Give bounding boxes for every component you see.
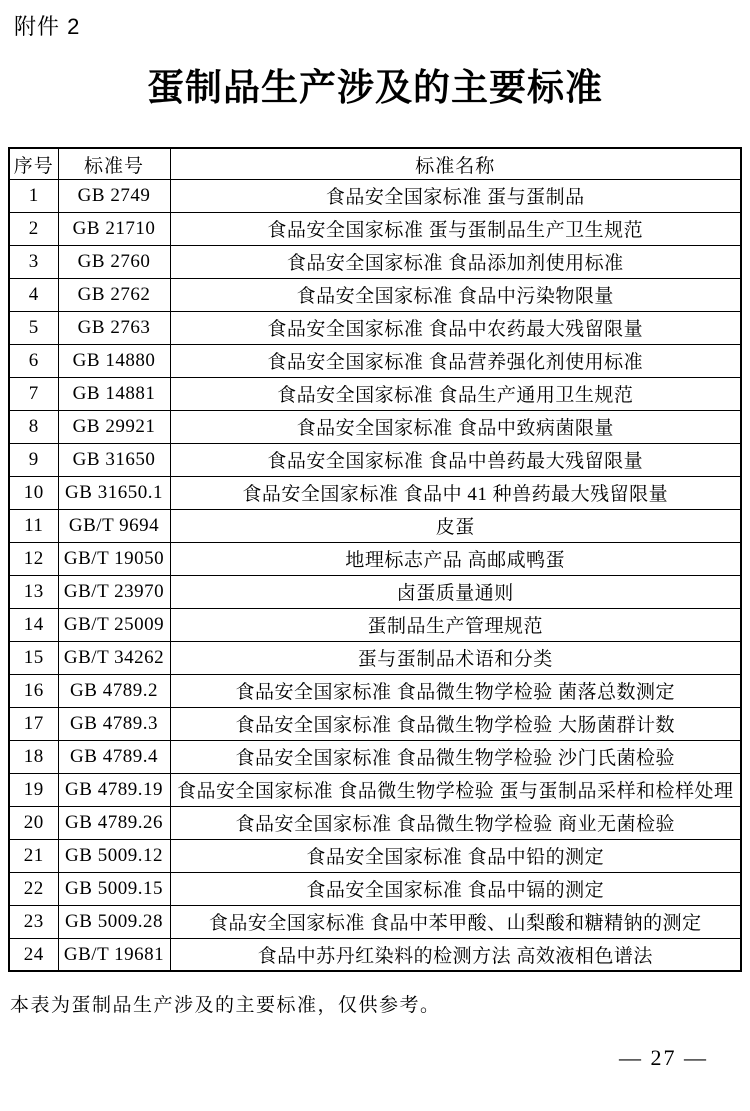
header-standard-name: 标准名称 xyxy=(170,148,741,179)
standard-name: 食品安全国家标准 食品中兽药最大残留限量 xyxy=(170,443,741,476)
page-title: 蛋制品生产涉及的主要标准 xyxy=(147,68,603,109)
standard-code: GB 4789.26 xyxy=(58,806,170,839)
standard-name: 食品安全国家标准 食品中农药最大残留限量 xyxy=(170,311,741,344)
standard-name: 食品安全国家标准 食品中苯甲酸、山梨酸和糖精钠的测定 xyxy=(170,905,741,938)
standard-code: GB/T 19681 xyxy=(58,938,170,971)
row-serial-number: 21 xyxy=(9,839,58,872)
table-row xyxy=(9,212,741,245)
standard-name: 食品安全国家标准 食品微生物学检验 菌落总数测定 xyxy=(170,674,741,707)
standard-code: GB 5009.28 xyxy=(58,905,170,938)
standard-code: GB 29921 xyxy=(58,410,170,443)
table-row xyxy=(9,575,741,608)
standard-name: 食品安全国家标准 食品微生物学检验 蛋与蛋制品采样和检样处理 xyxy=(170,773,741,806)
row-serial-number: 2 xyxy=(9,212,58,245)
standard-code: GB 31650.1 xyxy=(58,476,170,509)
standard-name: 皮蛋 xyxy=(170,509,741,542)
standard-name: 食品安全国家标准 食品添加剂使用标准 xyxy=(170,245,741,278)
table-row xyxy=(9,905,741,938)
standard-code: GB 4789.4 xyxy=(58,740,170,773)
standard-name: 食品安全国家标准 食品中镉的测定 xyxy=(170,872,741,905)
row-serial-number: 13 xyxy=(9,575,58,608)
standard-code: GB 14880 xyxy=(58,344,170,377)
table-row xyxy=(9,509,741,542)
table-row xyxy=(9,872,741,905)
row-serial-number: 15 xyxy=(9,641,58,674)
standard-name: 卤蛋质量通则 xyxy=(170,575,741,608)
footnote: 本表为蛋制品生产涉及的主要标准，仅供参考。 xyxy=(10,995,441,1017)
document-page xyxy=(0,10,750,1071)
row-serial-number: 24 xyxy=(9,938,58,971)
standard-name: 食品安全国家标准 食品微生物学检验 商业无菌检验 xyxy=(170,806,741,839)
row-serial-number: 6 xyxy=(9,344,58,377)
standard-name: 食品安全国家标准 食品营养强化剂使用标准 xyxy=(170,344,741,377)
standard-name: 食品安全国家标准 食品中致病菌限量 xyxy=(170,410,741,443)
table-row xyxy=(9,245,741,278)
standard-code: GB 2763 xyxy=(58,311,170,344)
row-serial-number: 7 xyxy=(9,377,58,410)
row-serial-number: 10 xyxy=(9,476,58,509)
standard-code: GB 2760 xyxy=(58,245,170,278)
row-serial-number: 20 xyxy=(9,806,58,839)
row-serial-number: 17 xyxy=(9,707,58,740)
table-row xyxy=(9,707,741,740)
standard-code: GB/T 19050 xyxy=(58,542,170,575)
standard-code: GB/T 23970 xyxy=(58,575,170,608)
table-row xyxy=(9,740,741,773)
row-serial-number: 3 xyxy=(9,245,58,278)
standard-name: 食品安全国家标准 食品中铅的测定 xyxy=(170,839,741,872)
standard-code: GB 4789.19 xyxy=(58,773,170,806)
standard-code: GB 21710 xyxy=(58,212,170,245)
standard-code: GB 14881 xyxy=(58,377,170,410)
standard-name: 食品安全国家标准 食品微生物学检验 大肠菌群计数 xyxy=(170,707,741,740)
row-serial-number: 1 xyxy=(9,179,58,212)
standard-code: GB 5009.15 xyxy=(58,872,170,905)
standard-name: 食品安全国家标准 食品中污染物限量 xyxy=(170,278,741,311)
standard-name: 蛋与蛋制品术语和分类 xyxy=(170,641,741,674)
table-row xyxy=(9,938,741,971)
standard-name: 蛋制品生产管理规范 xyxy=(170,608,741,641)
row-serial-number: 22 xyxy=(9,872,58,905)
row-serial-number: 19 xyxy=(9,773,58,806)
table-row xyxy=(9,542,741,575)
standard-name: 食品安全国家标准 蛋与蛋制品 xyxy=(170,179,741,212)
row-serial-number: 11 xyxy=(9,509,58,542)
standards-table xyxy=(8,147,742,972)
standard-code: GB 31650 xyxy=(58,443,170,476)
row-serial-number: 18 xyxy=(9,740,58,773)
table-row xyxy=(9,179,741,212)
table-row xyxy=(9,806,741,839)
standard-code: GB/T 9694 xyxy=(58,509,170,542)
row-serial-number: 12 xyxy=(9,542,58,575)
standard-name: 食品中苏丹红染料的检测方法 高效液相色谱法 xyxy=(170,938,741,971)
table-row xyxy=(9,773,741,806)
standard-code: GB 4789.2 xyxy=(58,674,170,707)
standard-name: 食品安全国家标准 蛋与蛋制品生产卫生规范 xyxy=(170,212,741,245)
table-row xyxy=(9,278,741,311)
standard-name: 食品安全国家标准 食品中 41 种兽药最大残留限量 xyxy=(170,476,741,509)
table-row xyxy=(9,377,741,410)
table-row xyxy=(9,476,741,509)
page-number: — 27 — xyxy=(619,1045,708,1071)
table-row xyxy=(9,311,741,344)
standard-name: 地理标志产品 高邮咸鸭蛋 xyxy=(170,542,741,575)
table-row xyxy=(9,344,741,377)
row-serial-number: 5 xyxy=(9,311,58,344)
standard-code: GB/T 34262 xyxy=(58,641,170,674)
row-serial-number: 8 xyxy=(9,410,58,443)
header-standard-code: 标准号 xyxy=(58,148,170,179)
table-row xyxy=(9,641,741,674)
header-serial-number: 序号 xyxy=(9,148,58,179)
standard-name: 食品安全国家标准 食品微生物学检验 沙门氏菌检验 xyxy=(170,740,741,773)
table-header-row xyxy=(9,148,741,179)
table-row xyxy=(9,674,741,707)
standard-code: GB/T 25009 xyxy=(58,608,170,641)
row-serial-number: 16 xyxy=(9,674,58,707)
table-row xyxy=(9,443,741,476)
row-serial-number: 14 xyxy=(9,608,58,641)
attachment-label: 附件 2 xyxy=(14,14,81,39)
standard-code: GB 2749 xyxy=(58,179,170,212)
table-row xyxy=(9,608,741,641)
standard-code: GB 4789.3 xyxy=(58,707,170,740)
row-serial-number: 4 xyxy=(9,278,58,311)
standard-code: GB 2762 xyxy=(58,278,170,311)
table-row xyxy=(9,839,741,872)
row-serial-number: 23 xyxy=(9,905,58,938)
standard-code: GB 5009.12 xyxy=(58,839,170,872)
table-row xyxy=(9,410,741,443)
row-serial-number: 9 xyxy=(9,443,58,476)
standard-name: 食品安全国家标准 食品生产通用卫生规范 xyxy=(170,377,741,410)
